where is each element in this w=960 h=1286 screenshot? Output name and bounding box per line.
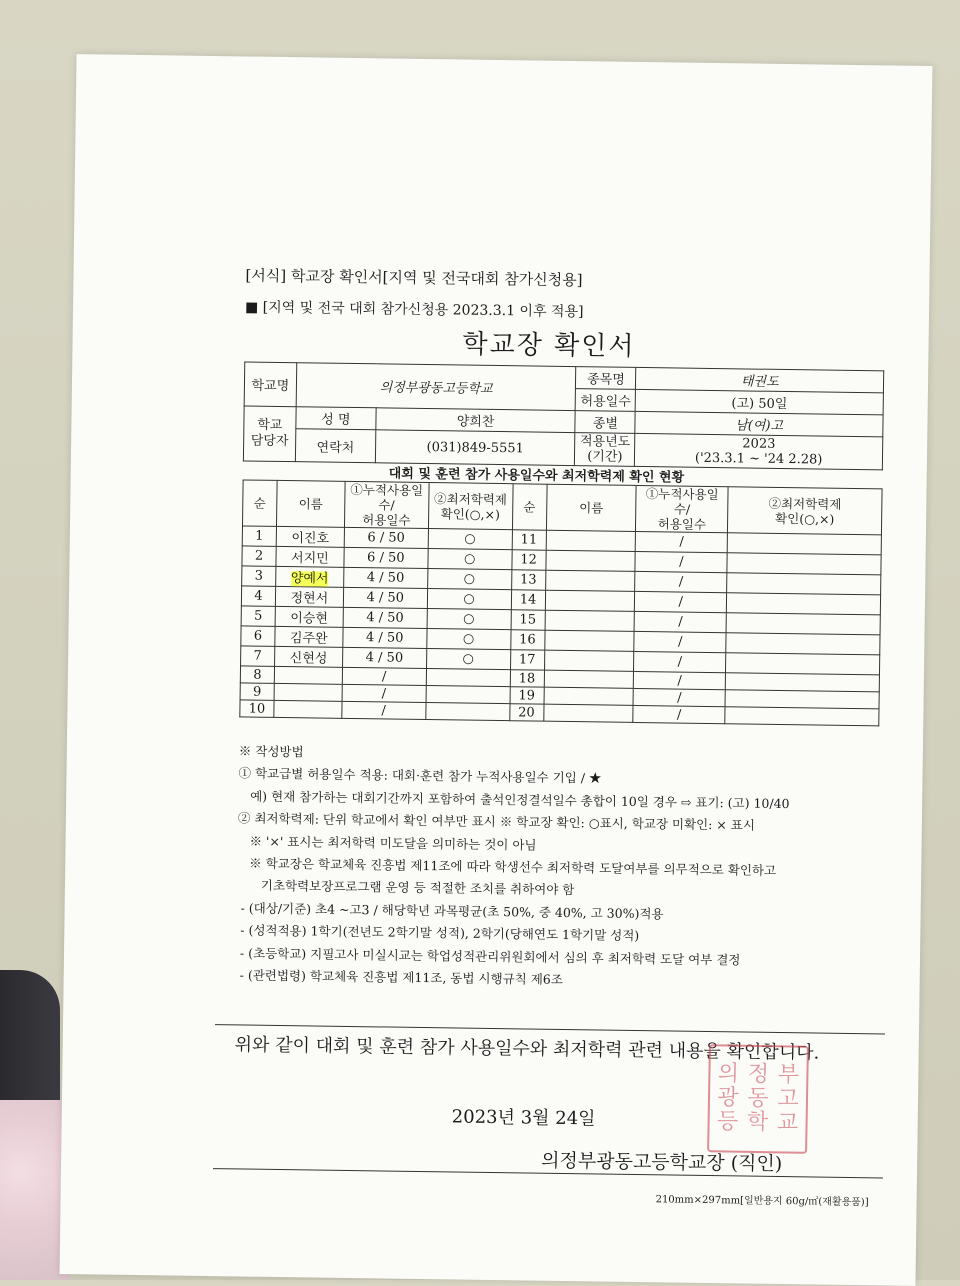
page-title: 학교장 확인서 bbox=[462, 329, 636, 362]
row-name bbox=[545, 550, 635, 571]
row-check bbox=[727, 533, 881, 555]
form-label: [서식] 학교장 확인서[지역 및 전국대회 참가신청용] bbox=[245, 266, 583, 290]
row-no: 8 bbox=[240, 666, 274, 683]
row-check bbox=[725, 673, 879, 692]
name-value: 양희찬 bbox=[376, 408, 576, 433]
row-days: / bbox=[342, 667, 426, 685]
student-name: 김주완 bbox=[289, 631, 328, 647]
sub-label: ■ [지역 및 전국 대회 참가신청용 2023.3.1 이후 적용] bbox=[244, 299, 584, 321]
row-days: / bbox=[634, 671, 726, 689]
row-name bbox=[274, 700, 342, 718]
row-no: 12 bbox=[511, 550, 545, 570]
event-value: 태권도 bbox=[636, 367, 884, 392]
row-check: ○ bbox=[427, 589, 511, 610]
roster-body bbox=[240, 526, 882, 726]
row-no: 5 bbox=[241, 606, 275, 626]
staff-label: 학교 담당자 bbox=[243, 406, 296, 462]
row-check bbox=[726, 633, 880, 655]
name-label: 성 명 bbox=[296, 407, 376, 430]
student-name: 양예서 bbox=[290, 571, 329, 587]
school-label: 학교명 bbox=[244, 362, 297, 407]
row-no: 20 bbox=[509, 704, 543, 721]
row-check bbox=[726, 653, 880, 675]
row-name bbox=[276, 526, 344, 547]
row-no: 4 bbox=[241, 586, 275, 606]
row-check bbox=[425, 703, 509, 721]
event-label: 종목명 bbox=[576, 367, 636, 390]
allow-value: (고) 50일 bbox=[636, 389, 884, 414]
roster-header-1: 이름 bbox=[276, 480, 345, 527]
seal-char: 고 bbox=[777, 1086, 799, 1112]
row-days: / bbox=[636, 531, 728, 552]
row-name bbox=[276, 546, 344, 567]
row-check bbox=[725, 707, 879, 726]
seal-char: 교 bbox=[776, 1110, 799, 1136]
row-days: 6 / 50 bbox=[344, 527, 428, 548]
seal-char: 동 bbox=[747, 1085, 769, 1112]
contact-value: (031)849-5551 bbox=[375, 430, 575, 466]
row-name bbox=[546, 530, 636, 551]
row-check bbox=[727, 553, 881, 575]
row-name bbox=[274, 646, 342, 667]
row-name bbox=[544, 670, 634, 688]
row-no: 16 bbox=[510, 630, 544, 650]
row-name bbox=[545, 570, 635, 591]
info-table bbox=[243, 361, 884, 470]
row-check bbox=[726, 613, 880, 635]
student-name: 이진호 bbox=[291, 531, 330, 547]
roster-header-3: ②최저학력제 확인(○,×) bbox=[428, 483, 513, 530]
row-no: 1 bbox=[242, 526, 276, 546]
paper-info: 210mm×297mm[일반용지 60g/㎡(재활용품)] bbox=[655, 1194, 869, 1209]
row-check bbox=[727, 593, 881, 615]
seal-char: 부 bbox=[777, 1062, 800, 1088]
row-days: / bbox=[635, 591, 727, 612]
row-no: 15 bbox=[511, 610, 545, 630]
roster-header-4: 순 bbox=[512, 484, 547, 530]
contact-label: 연락처 bbox=[295, 429, 375, 463]
allow-label: 허용일수 bbox=[576, 389, 636, 412]
school-name: 의정부광동고등학교 bbox=[296, 363, 576, 411]
row-name bbox=[545, 590, 635, 611]
student-name: 이승현 bbox=[290, 611, 329, 627]
row-name bbox=[276, 566, 344, 587]
signer-text: 의정부광동고등학교장 (직인) bbox=[540, 1149, 783, 1176]
row-check: ○ bbox=[426, 629, 510, 650]
notes-block: ※ 작성방법 ① 학교급별 허용일수 적용: 대회·훈련 참가 누적사용일수 기입 / ★ 예) 현재 참가하는 대회기간까지 포함하여 출석인정결석일수 총합이 10일 경우 ⇨ 표기: (고) 10/40 ② 최저학력제: 단위 학교에서 확인 여부만 표시 ※ 학교장 확인: ○표시, 학교장 미확인: × 표시 ※ '×' 표시는 최저학력 미도달을 의미하는 것이 아님 ※ 학교장은 학교체육 진흥법 제11조에 따라 학생선수 최저학력 도달여부를 의무적으로 확인하고 기초학력보장프로그램 운영 등 적절한 조치를 취하여야 함 - (대상/기준) 초4 ~고3 / 해당학년 과목평균(초 50%, 중 40%, 고 30%)적용 - (성적적용) 1학기(전년도 2학기말 성적), 2학기(당해연도 1학기말 성적) - (초등학교) 지필고사 미실시교는 학업성적관리위원회에서 심의 후 최저학력 도달 여부 결정 - (관련법령) 학교체육 진흥법 제11조, 동법 시행규칙 제6조 bbox=[235, 743, 790, 988]
roster-header-0: 순 bbox=[242, 480, 277, 526]
row-name bbox=[544, 650, 634, 671]
student-name: 정현서 bbox=[290, 591, 329, 607]
row-no: 6 bbox=[241, 626, 275, 646]
row-no: 3 bbox=[242, 566, 276, 586]
row-days: / bbox=[634, 631, 726, 652]
roster-header-6: ①누적사용일수/ 허용일수 bbox=[636, 485, 728, 532]
row-days: / bbox=[342, 701, 426, 719]
official-seal bbox=[707, 1044, 809, 1154]
row-days: 4 / 50 bbox=[343, 627, 427, 648]
row-check bbox=[725, 690, 879, 709]
row-name bbox=[274, 683, 342, 701]
row-no: 11 bbox=[512, 530, 546, 550]
row-name bbox=[275, 606, 343, 627]
row-no: 7 bbox=[241, 646, 275, 666]
row-check: ○ bbox=[428, 549, 512, 570]
row-days: 4 / 50 bbox=[343, 607, 427, 628]
gender-label: 종별 bbox=[575, 411, 635, 434]
row-name bbox=[275, 586, 343, 607]
row-check bbox=[426, 686, 510, 704]
row-days: / bbox=[635, 571, 727, 592]
seal-char: 광 bbox=[717, 1085, 739, 1111]
row-check bbox=[426, 669, 510, 687]
row-name bbox=[274, 666, 342, 684]
row-no: 17 bbox=[510, 650, 544, 670]
row-no: 19 bbox=[510, 687, 544, 704]
roster-header-2: ①누적사용일수/ 허용일수 bbox=[344, 481, 428, 528]
row-no: 10 bbox=[240, 700, 274, 717]
row-days: 6 / 50 bbox=[344, 547, 428, 568]
seal-char: 의 bbox=[717, 1061, 740, 1087]
row-days: / bbox=[342, 684, 426, 702]
document-body bbox=[174, 205, 869, 1209]
gender-value: 남(여)고 bbox=[635, 411, 883, 436]
row-no: 13 bbox=[511, 570, 545, 590]
row-days: 4 / 50 bbox=[343, 567, 427, 588]
row-days: 4 / 50 bbox=[343, 587, 427, 608]
row-check: ○ bbox=[427, 609, 511, 630]
row-no: 9 bbox=[240, 683, 274, 700]
row-no: 18 bbox=[510, 670, 544, 687]
row-no: 14 bbox=[511, 590, 545, 610]
row-check: ○ bbox=[427, 569, 511, 590]
row-check: ○ bbox=[428, 529, 512, 550]
row-days: / bbox=[635, 551, 727, 572]
row-name bbox=[544, 630, 634, 651]
roster-header-5: 이름 bbox=[546, 484, 636, 531]
date-text: 2023년 3월 24일 bbox=[451, 1106, 596, 1130]
row-check bbox=[727, 573, 881, 595]
row-name bbox=[275, 626, 343, 647]
section-title: 대회 및 훈련 참가 사용일수와 최저학력제 확인 현황 bbox=[388, 466, 685, 486]
year-label: 적용년도 (기간) bbox=[575, 433, 635, 467]
seal-char: 학 bbox=[746, 1109, 769, 1136]
period-value: ('23.3.1 ~ '24 2.28) bbox=[694, 450, 823, 468]
row-check: ○ bbox=[426, 649, 510, 670]
row-days: / bbox=[633, 705, 725, 723]
student-name: 서지민 bbox=[290, 551, 329, 567]
row-days: / bbox=[634, 611, 726, 632]
year-cell bbox=[635, 433, 883, 469]
confirm-text: 위와 같이 대회 및 훈련 참가 사용일수와 최저학력 관련 내용을 확인합니다. bbox=[234, 1034, 820, 1064]
row-days: 4 / 50 bbox=[342, 647, 426, 668]
row-days: / bbox=[634, 651, 726, 672]
year-value: 2023 bbox=[742, 436, 776, 452]
row-name bbox=[544, 687, 634, 705]
row-name bbox=[543, 704, 633, 722]
row-days: / bbox=[633, 688, 725, 706]
row-name bbox=[545, 610, 635, 631]
row-no: 2 bbox=[242, 546, 276, 566]
student-name: 신현성 bbox=[289, 651, 328, 667]
roster-header-7: ②최저학력제 확인(○,×) bbox=[728, 487, 882, 535]
seal-char: 정 bbox=[747, 1061, 770, 1088]
roster-table bbox=[239, 479, 882, 726]
seal-char: 등 bbox=[716, 1109, 739, 1135]
